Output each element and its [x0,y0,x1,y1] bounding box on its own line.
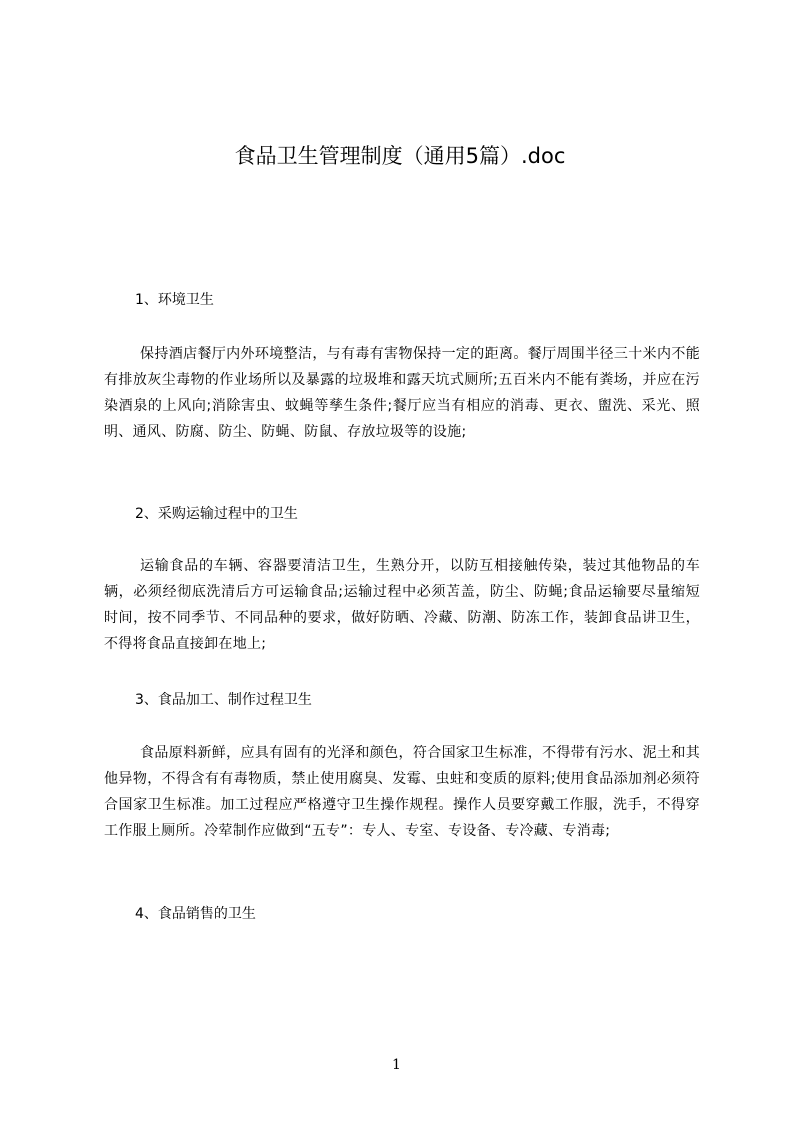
section-paragraph-3: 食品原料新鲜，应具有固有的光泽和颜色，符合国家卫生标准，不得带有污水、泥土和其他异物，不得含有有毒物质，禁止使用腐臭、发霉、虫蛀和变质的原料;使用食品添加剂必须符合国家卫生标准。加工过程应严格遵守卫生操作规程。操作人员要穿戴工作服，洗手，不得穿工作服上厕所。冷荤制作应做到“五专”：专人、专室、专设备、专冷藏、专消毒; [104,745,700,839]
section-heading-1: 1、环境卫生 [135,292,214,308]
section-heading-4: 4、食品销售的卫生 [135,906,256,922]
section-heading-2: 2、采购运输过程中的卫生 [135,506,298,522]
page-number: 1 [392,1057,401,1073]
section-paragraph-1: 保持酒店餐厅内外环境整洁，与有毒有害物保持一定的距离。餐厅周围半径三十米内不能有排放灰尘毒物的作业场所以及暴露的垃圾堆和露天坑式厕所;五百米内不能有粪场，并应在污染酒泉的上风向;消除害虫、蚊蝇等孳生条件;餐厅应当有相应的消毒、更衣、盥洗、采光、照明、通风、防腐、防尘、防蝇、防鼠、存放垃圾等的设施; [104,346,700,440]
section-paragraph-2: 运输食品的车辆、容器要清洁卫生，生熟分开，以防互相接触传染，装过其他物品的车辆，必须经彻底洗清后方可运输食品;运输过程中必须苫盖，防尘、防蝇;食品运输要尽量缩短时间，按不同季节、不同品种的要求，做好防晒、冷藏、防潮、防冻工作，装卸食品讲卫生，不得将食品直接卸在地上; [104,558,700,652]
section-heading-3: 3、食品加工、制作过程卫生 [135,692,312,708]
document-title: 食品卫生管理制度（通用5篇）.doc [234,144,566,168]
